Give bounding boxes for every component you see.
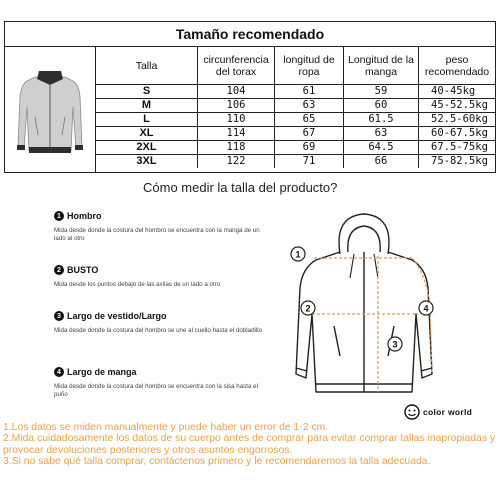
header-sleeve-l2: manga	[364, 65, 398, 78]
diagram-label-2: 2	[305, 303, 311, 314]
cell-weight: 60-67.5kg	[419, 127, 496, 141]
cell-size: XL	[96, 127, 198, 141]
cell-chest: 106	[198, 99, 275, 113]
table-row	[96, 127, 495, 141]
header-talla	[96, 47, 198, 85]
cell-sleeve: 60	[344, 99, 419, 113]
header-length-l1: longitud de	[283, 53, 335, 66]
table-header-row	[96, 47, 495, 85]
header-sleeve-l1: Longitud de la	[348, 53, 414, 66]
measure-item-title-row	[54, 311, 264, 321]
cell-chest: 118	[198, 141, 275, 155]
cell-length: 71	[275, 155, 344, 169]
header-chest-l1: circunferencia	[203, 53, 269, 66]
measure-item-sleeve	[54, 367, 264, 399]
measure-item-title: Largo de vestido/Largo	[67, 311, 167, 321]
cell-length: 61	[275, 85, 344, 99]
cell-length: 67	[275, 127, 344, 141]
size-chart	[4, 21, 496, 173]
table-row	[96, 113, 495, 127]
cell-length: 65	[275, 113, 344, 127]
cell-size: M	[96, 99, 198, 113]
number-4-icon: 4	[54, 367, 64, 377]
measure-item-title-row	[54, 211, 264, 221]
cell-chest: 122	[198, 155, 275, 169]
size-table	[96, 47, 495, 168]
measure-item-bust	[54, 265, 264, 289]
cell-weight: 75-82.5kg	[419, 155, 496, 169]
header-weight	[419, 47, 496, 85]
measure-item-desc: Mida desde los puntos debajo de las axilas de un lado a otro	[54, 281, 221, 288]
logo-text: color world	[423, 407, 473, 417]
header-chest-l2: del torax	[215, 65, 257, 78]
measure-item-title: BUSTO	[67, 265, 99, 275]
hoodie-diagram	[282, 206, 447, 400]
cell-chest: 104	[198, 85, 275, 99]
logo-face-icon	[404, 404, 420, 420]
number-3-icon: 3	[54, 311, 64, 321]
header-weight-l2: recomendado	[424, 65, 490, 78]
cell-chest: 110	[198, 113, 275, 127]
measure-item-title: Largo de manga	[67, 367, 137, 377]
cell-sleeve: 64.5	[344, 141, 419, 155]
table-row	[96, 155, 495, 169]
note-3: 3.Si no sabe qué talla comprar, contáctenos primero y le recomendaremos la talla adecuada.	[3, 455, 431, 467]
table-title: Tamaño recomendado	[5, 22, 495, 47]
measure-item-length	[54, 311, 264, 335]
header-sleeve	[344, 47, 419, 85]
cell-length: 69	[275, 141, 344, 155]
cell-size: 3XL	[96, 155, 198, 169]
table-row	[96, 85, 495, 99]
header-talla-text: Talla	[135, 59, 158, 72]
measure-item-title-row	[54, 367, 264, 377]
diagram-label-3: 3	[392, 339, 398, 350]
measure-item-title: Hombro	[67, 211, 102, 221]
cell-size: S	[96, 85, 198, 99]
note-1: 1.Los datos se miden manualmente y puede haber un error de 1-2 cm.	[3, 422, 329, 433]
jacket-photo	[5, 47, 96, 172]
cell-weight: 45-52.5kg	[419, 99, 496, 113]
cell-sleeve: 59	[344, 85, 419, 99]
measure-item-desc: Mida desde donde la costura del hombro se encuentra con la manga de un lado al otro	[54, 227, 260, 242]
cell-size: L	[96, 113, 198, 127]
cell-size: 2XL	[96, 141, 198, 155]
note-2: 2.Mida cuidadosamente los datos de su cuerpo antes de comprar para evitar comprar tallas inapropiadas y provocar devoluciones posteriores y otros asuntos engorrosos.	[3, 433, 496, 456]
measure-heading: Cómo medir la talla del producto?	[143, 180, 338, 195]
measure-item-title-row	[54, 265, 264, 275]
cell-chest: 114	[198, 127, 275, 141]
measure-item-shoulder	[54, 211, 264, 243]
cell-sleeve: 61.5	[344, 113, 419, 127]
header-length	[275, 47, 344, 85]
diagram-label-4: 4	[423, 303, 429, 314]
jacket-image	[5, 47, 95, 171]
cell-length: 63	[275, 99, 344, 113]
brand-logo	[404, 402, 500, 422]
header-weight-l1: peso	[445, 53, 469, 66]
number-1-icon: 1	[54, 211, 64, 221]
cell-weight: 52.5-60kg	[419, 113, 496, 127]
measure-item-desc: Mida desde donde la costura del hombro se encuentra con la sisa hasta el puño	[54, 383, 258, 398]
header-length-l2: ropa	[298, 65, 320, 78]
table-row	[96, 99, 495, 113]
number-2-icon: 2	[54, 265, 64, 275]
diagram-label-1: 1	[295, 249, 301, 260]
notes	[3, 422, 497, 467]
cell-sleeve: 66	[344, 155, 419, 169]
table-row	[96, 141, 495, 155]
cell-weight: 40-45kg	[419, 85, 496, 99]
cell-sleeve: 63	[344, 127, 419, 141]
hoodie-outline	[282, 206, 447, 400]
measure-item-desc: Mida desde donde la costura del hombro se une al cuello hasta el dobladillo	[54, 327, 263, 334]
header-chest	[198, 47, 275, 85]
cell-weight: 67.5-75kg	[419, 141, 496, 155]
